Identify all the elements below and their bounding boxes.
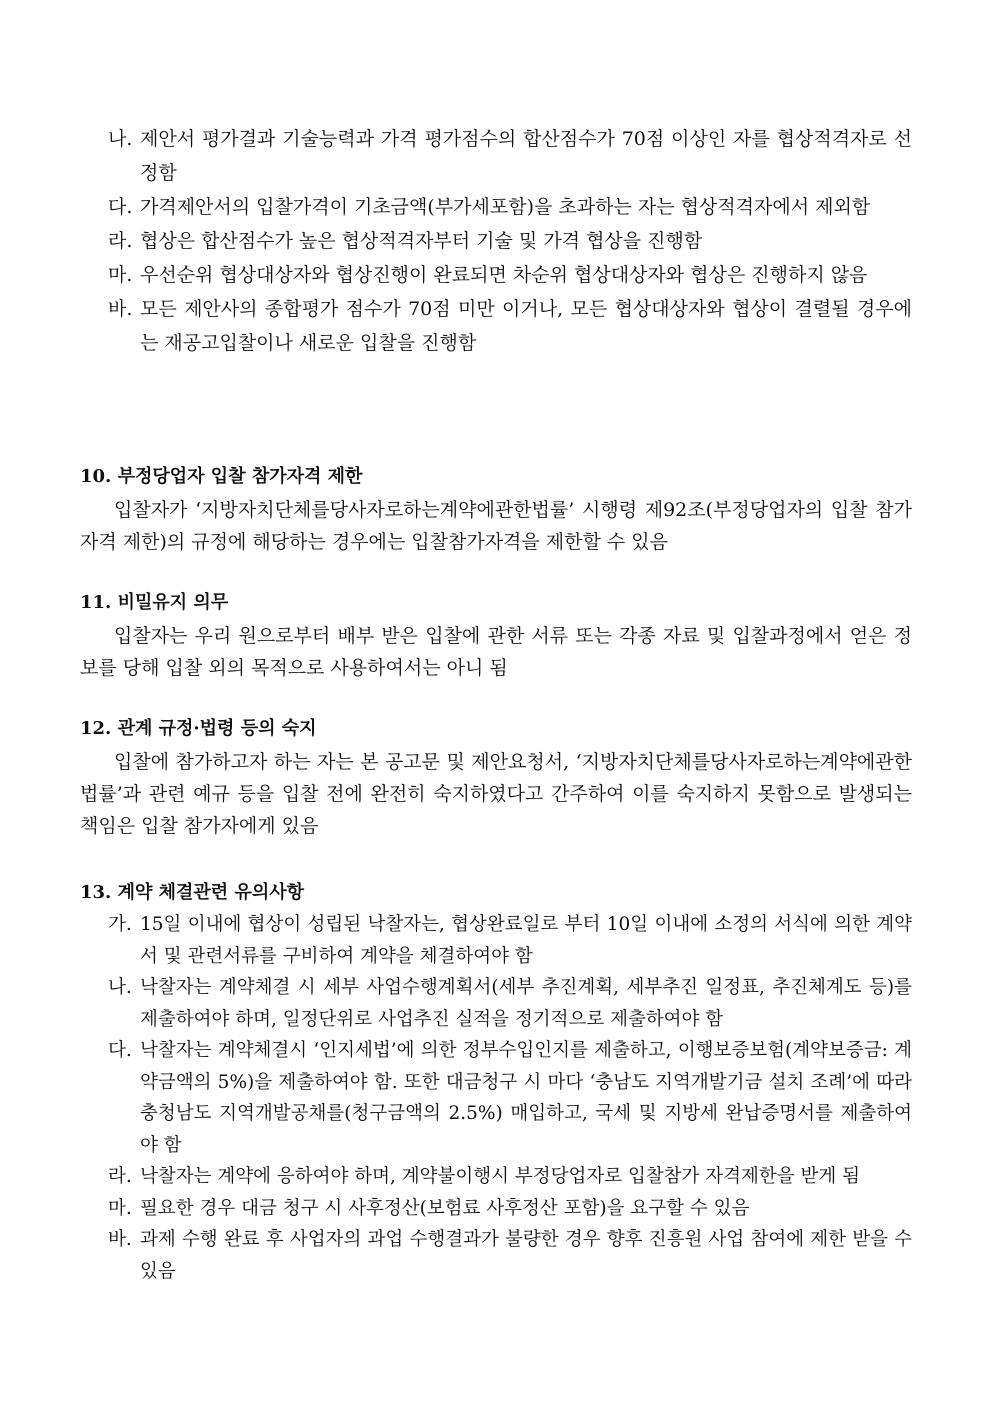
item-marker: 마. [108, 264, 133, 286]
list-item [108, 1161, 912, 1193]
item-text: 낙찰자는 계약체결시 ‘인지세법’에 의한 정부수입인지를 제출하고, 이행보증보험(계약보증금: 계약금액의 5%)을 제출하여야 함. 또한 대금청구 시 마다 ‘충남도 지역개발기금 설치 조례’에 따라 충청남도 지역개발공채를(청구금액의 2.5%) 매입하고, 국세 및 지방세 완납증명서를 제출하여야 함 [140, 1040, 912, 1156]
list-item [108, 972, 912, 1035]
list-item [108, 1224, 912, 1287]
list-item [108, 190, 912, 224]
list-item [108, 122, 912, 190]
item-marker: 다. [108, 196, 133, 218]
item-text: 모든 제안사의 종합평가 점수가 70점 미만 이거나, 모든 협상대상자와 협상이 결렬될 경우에는 재공고입찰이나 새로운 입찰을 진행함 [140, 298, 912, 354]
item-text: 낙찰자는 계약체결 시 세부 사업수행계획서(세부 추진계획, 세부추진 일정표, 추진체계도 등)를 제출하여야 하며, 일정단위로 사업추진 실적을 정기적으로 제출하여야 함 [140, 977, 912, 1030]
item-marker: 바. [108, 1229, 132, 1250]
section-10-body: 입찰자가 ‘지방자치단체를당사자로하는계약에관한법률’ 시행령 제92조(부정당업자의 입찰 참가자격 제한)의 규정에 해당하는 경우에는 입찰참가자격을 제한할 수 있음 [80, 499, 912, 553]
section-11-body: 입찰자는 우리 원으로부터 배부 받은 입찰에 관한 서류 또는 각종 자료 및 입찰과정에서 얻은 정보를 당해 입찰 외의 목적으로 사용하여서는 아니 됨 [80, 625, 912, 679]
list-item [108, 258, 912, 292]
section-12-body: 입찰에 참가하고자 하는 자는 본 공고문 및 제안요청서, ‘지방자치단체를당사자로하는계약에관한법률’과 관련 예규 등을 입찰 전에 완전히 숙지하였다고 간주하여 이를 숙지하지 못함으로 발생되는 책임은 입찰 참가자에게 있음 [80, 751, 912, 837]
item-text: 제안서 평가결과 기술능력과 가격 평가점수의 합산점수가 70점 이상인 자를 협상적격자로 선정함 [140, 128, 912, 184]
item-marker: 라. [108, 230, 133, 252]
item-marker: 라. [108, 1166, 132, 1187]
section-11-heading: 11. 비밀유지 의무 [80, 592, 229, 613]
item-marker: 다. [108, 1040, 132, 1061]
list-item [108, 1035, 912, 1161]
item-text: 우선순위 협상대상자와 협상진행이 완료되면 차순위 협상대상자와 협상은 진행하지 않음 [140, 264, 868, 286]
list-item [108, 224, 912, 258]
item-text: 필요한 경우 대금 청구 시 사후정산(보험료 사후정산 포함)을 요구할 수 있음 [140, 1197, 750, 1219]
item-text: 15일 이내에 협상이 성립된 낙찰자는, 협상완료일로 부터 10일 이내에 소정의 서식에 의한 계약서 및 관련서류를 구비하여 계약을 체결하여야 함 [140, 914, 912, 967]
item-marker: 가. [108, 914, 132, 935]
list-item [108, 1193, 912, 1225]
item-text: 가격제안서의 입찰가격이 기초금액(부가세포함)을 초과하는 자는 협상적격자에서 제외함 [140, 196, 871, 218]
item-text: 협상은 합산점수가 높은 협상적격자부터 기술 및 가격 협상을 진행함 [140, 230, 703, 252]
section-12-heading: 12. 관계 규정·법령 등의 숙지 [80, 718, 317, 739]
section-13-heading: 13. 계약 체결관련 유의사항 [80, 882, 304, 903]
item-text: 낙찰자는 계약에 응하여야 하며, 계약불이행시 부정당업자로 입찰참가 자격제한을 받게 됨 [140, 1166, 861, 1187]
item-marker: 바. [108, 298, 133, 320]
list-item [108, 909, 912, 972]
item-marker: 나. [108, 128, 133, 150]
top-item-list [0, 122, 992, 360]
list-item [108, 292, 912, 360]
item-marker: 마. [108, 1197, 132, 1219]
section-13-item-list [0, 909, 992, 1287]
item-text: 과제 수행 완료 후 사업자의 과업 수행결과가 불량한 경우 향후 진흥원 사업 참여에 제한 받을 수 있음 [140, 1229, 912, 1282]
item-marker: 나. [108, 977, 132, 998]
section-10-heading: 10. 부정당업자 입찰 참가자격 제한 [80, 466, 363, 487]
